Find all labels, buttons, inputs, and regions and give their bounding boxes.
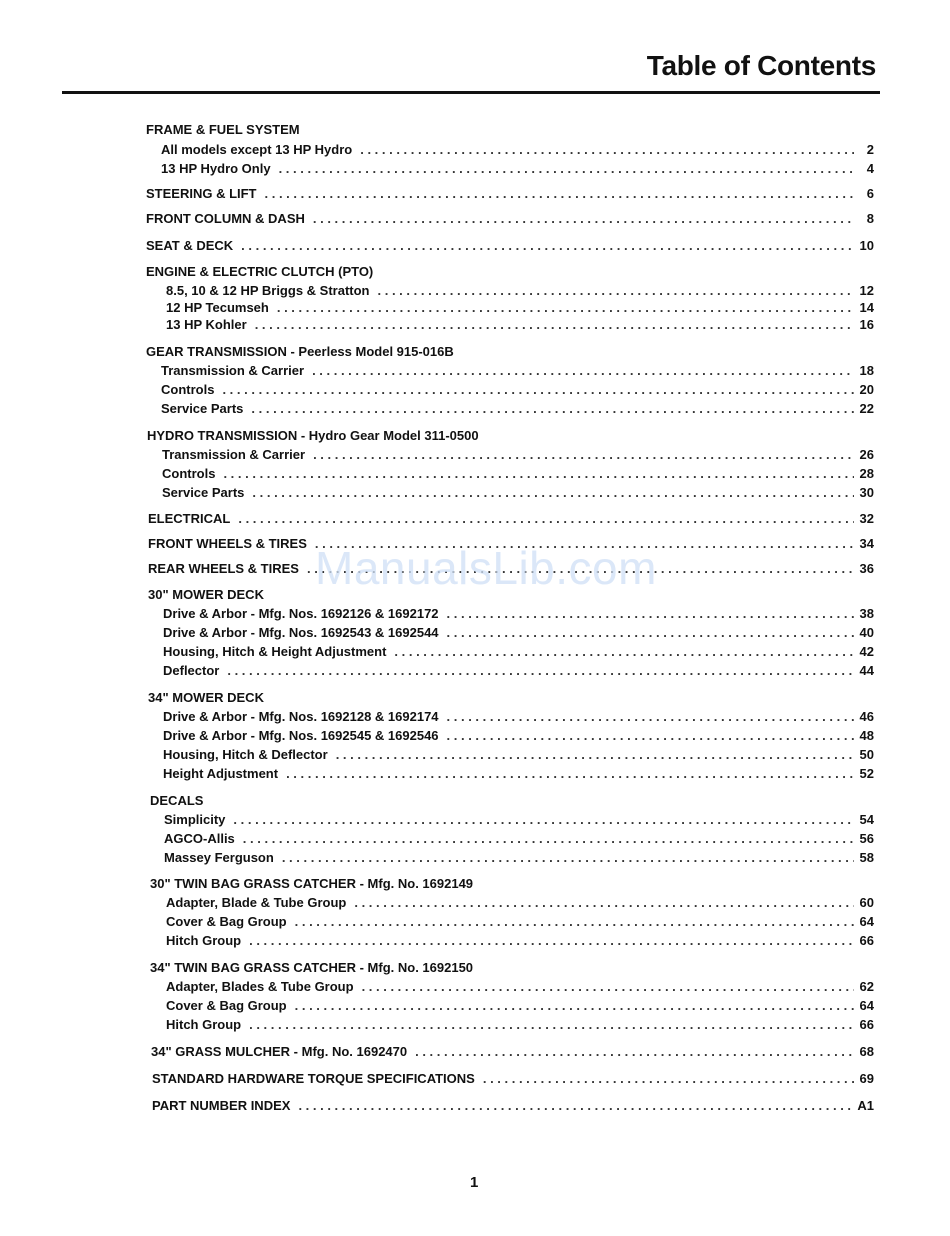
toc-entry-label: AGCO-Allis xyxy=(164,831,235,846)
toc-entry[interactable] xyxy=(146,238,874,253)
toc-entry[interactable] xyxy=(166,914,874,929)
toc-entry[interactable] xyxy=(161,142,874,157)
toc-heading: GEAR TRANSMISSION - Peerless Model 915-016B xyxy=(146,344,454,359)
toc-entry[interactable] xyxy=(164,831,874,846)
toc-entry[interactable] xyxy=(166,895,874,910)
toc-entry-label: SEAT & DECK xyxy=(146,238,234,253)
toc-entry[interactable] xyxy=(163,709,874,724)
toc-entry-label: Housing, Hitch & Deflector xyxy=(163,747,328,762)
toc-entry-label: Controls xyxy=(161,382,215,397)
toc-entry[interactable] xyxy=(146,211,874,226)
toc-entry-label: Adapter, Blades & Tube Group xyxy=(166,979,354,994)
toc-entry-label: Deflector xyxy=(163,663,220,678)
toc-entry[interactable] xyxy=(161,161,874,176)
toc-entry-label: Cover & Bag Group xyxy=(166,914,287,929)
toc-entry[interactable] xyxy=(166,1017,874,1032)
toc-entry-label: Service Parts xyxy=(162,485,245,500)
toc-entry-page: 54 xyxy=(859,812,874,827)
toc-entry[interactable] xyxy=(166,300,874,315)
toc-entry[interactable] xyxy=(164,850,874,865)
toc-entry-page: 36 xyxy=(859,561,874,576)
toc-entry-label: Hitch Group xyxy=(166,1017,242,1032)
toc-entry-page: 30 xyxy=(859,485,874,500)
toc-entry-label: Drive & Arbor - Mfg. Nos. 1692545 & 1692546 xyxy=(163,728,439,743)
toc-entry-page: 64 xyxy=(859,914,874,929)
toc-entry[interactable] xyxy=(163,625,874,640)
toc-heading: 30" TWIN BAG GRASS CATCHER - Mfg. No. 1692149 xyxy=(150,876,474,891)
toc-entry-label: Height Adjustment xyxy=(163,766,279,781)
toc-entry-label: Adapter, Blade & Tube Group xyxy=(166,895,347,910)
toc-entry-page: 46 xyxy=(859,709,874,724)
toc-entry-page: 60 xyxy=(859,895,874,910)
toc-entry-label: PART NUMBER INDEX xyxy=(152,1098,291,1113)
toc-entry-page: A1 xyxy=(857,1098,874,1113)
toc-entry-label: 13 HP Kohler xyxy=(166,317,247,332)
toc-entry-page: 22 xyxy=(859,401,874,416)
toc-entry-page: 32 xyxy=(859,511,874,526)
toc-entry-page: 34 xyxy=(859,536,874,551)
toc-entry[interactable] xyxy=(162,447,874,462)
toc-entry-label: Simplicity xyxy=(164,812,226,827)
toc-entry[interactable] xyxy=(152,1098,874,1113)
toc-entry-page: 44 xyxy=(859,663,874,678)
toc-entry[interactable] xyxy=(166,283,874,298)
toc-entry-page: 68 xyxy=(859,1044,874,1059)
toc-entry-page: 16 xyxy=(859,317,874,332)
toc-entry[interactable] xyxy=(163,644,874,659)
toc-heading: DECALS xyxy=(150,793,204,808)
toc-entry-label: Cover & Bag Group xyxy=(166,998,287,1013)
toc-entry-page: 26 xyxy=(859,447,874,462)
toc-entry-label: 34" GRASS MULCHER - Mfg. No. 1692470 xyxy=(151,1044,408,1059)
toc-entry[interactable] xyxy=(163,766,874,781)
toc-entry-label: FRONT WHEELS & TIRES xyxy=(148,536,307,551)
toc-entry[interactable] xyxy=(161,401,874,416)
toc-entry-page: 66 xyxy=(859,1017,874,1032)
toc-entry-page: 69 xyxy=(859,1071,874,1086)
toc-entry-page: 14 xyxy=(859,300,874,315)
toc-heading: 30" MOWER DECK xyxy=(148,587,264,602)
toc-entry-label: Transmission & Carrier xyxy=(162,447,306,462)
toc-entry-page: 48 xyxy=(859,728,874,743)
toc-entry[interactable] xyxy=(151,1044,874,1059)
page-number: 1 xyxy=(470,1174,479,1191)
toc-entry-page: 10 xyxy=(859,238,874,253)
toc-heading: ENGINE & ELECTRIC CLUTCH (PTO) xyxy=(146,264,374,279)
toc-entry-label: Housing, Hitch & Height Adjustment xyxy=(163,644,387,659)
watermark: ManualsLib.com xyxy=(315,542,657,594)
toc-entry-page: 4 xyxy=(866,161,874,176)
toc-entry-page: 18 xyxy=(859,363,874,378)
toc-heading: FRAME & FUEL SYSTEM xyxy=(146,122,300,137)
toc-entry-label: Drive & Arbor - Mfg. Nos. 1692126 & 1692172 xyxy=(163,606,439,621)
toc-entry[interactable] xyxy=(166,979,874,994)
toc-entry-page: 40 xyxy=(859,625,874,640)
toc-entry-page: 56 xyxy=(859,831,874,846)
toc-entry-page: 42 xyxy=(859,644,874,659)
toc-entry-page: 66 xyxy=(859,933,874,948)
toc-entry[interactable] xyxy=(161,363,874,378)
toc-entry-page: 64 xyxy=(859,998,874,1013)
toc-heading: HYDRO TRANSMISSION - Hydro Gear Model 311-0500 xyxy=(147,428,479,443)
toc-entry-page: 20 xyxy=(859,382,874,397)
toc-entry[interactable] xyxy=(163,606,874,621)
toc-entry-page: 12 xyxy=(859,283,874,298)
toc-entry-label: REAR WHEELS & TIRES xyxy=(148,561,299,576)
toc-entry-label: ELECTRICAL xyxy=(148,511,231,526)
toc-entry-label: Service Parts xyxy=(161,401,244,416)
toc-entry[interactable] xyxy=(161,382,874,397)
toc-entry-label: Controls xyxy=(162,466,216,481)
toc-entry[interactable] xyxy=(162,485,874,500)
toc-entry[interactable] xyxy=(152,1071,874,1086)
toc-entry-page: 6 xyxy=(866,186,874,201)
toc-entry-page: 28 xyxy=(859,466,874,481)
toc-entry[interactable] xyxy=(162,466,874,481)
toc-entry-label: STANDARD HARDWARE TORQUE SPECIFICATIONS xyxy=(152,1071,475,1086)
toc-entry[interactable] xyxy=(163,747,874,762)
toc-entry[interactable] xyxy=(148,511,874,526)
toc-entry-label: 13 HP Hydro Only xyxy=(161,161,271,176)
toc-entry-page: 50 xyxy=(859,747,874,762)
toc-heading: 34" MOWER DECK xyxy=(148,690,264,705)
toc-heading: 34" TWIN BAG GRASS CATCHER - Mfg. No. 1692150 xyxy=(150,960,474,975)
toc-entry-label: All models except 13 HP Hydro xyxy=(161,142,353,157)
toc-entry-label: Transmission & Carrier xyxy=(161,363,305,378)
toc-entry[interactable] xyxy=(166,317,874,332)
toc-entry-label: 8.5, 10 & 12 HP Briggs & Stratton xyxy=(166,283,370,298)
toc-entry-page: 2 xyxy=(866,142,874,157)
toc-entry-label: Drive & Arbor - Mfg. Nos. 1692128 & 1692174 xyxy=(163,709,439,724)
toc-entry[interactable] xyxy=(163,728,874,743)
title-rule xyxy=(62,91,880,94)
toc-entry-page: 52 xyxy=(859,766,874,781)
toc-entry-page: 38 xyxy=(859,606,874,621)
page-title: Table of Contents xyxy=(646,50,876,81)
toc-entry-label: Hitch Group xyxy=(166,933,242,948)
toc-entry[interactable] xyxy=(146,186,874,201)
toc-entry[interactable] xyxy=(163,663,874,678)
toc-entry[interactable] xyxy=(164,812,874,827)
toc-entry-label: FRONT COLUMN & DASH xyxy=(146,211,305,226)
toc-entry-page: 8 xyxy=(866,211,874,226)
toc-entry[interactable] xyxy=(166,933,874,948)
toc-entry-label: Drive & Arbor - Mfg. Nos. 1692543 & 1692544 xyxy=(163,625,439,640)
toc-entry-label: 12 HP Tecumseh xyxy=(166,300,269,315)
toc-entry-page: 58 xyxy=(859,850,874,865)
toc-entry-label: Massey Ferguson xyxy=(164,850,274,865)
toc-entry[interactable] xyxy=(166,998,874,1013)
toc-entry-label: STEERING & LIFT xyxy=(146,186,257,201)
toc-entry-page: 62 xyxy=(859,979,874,994)
